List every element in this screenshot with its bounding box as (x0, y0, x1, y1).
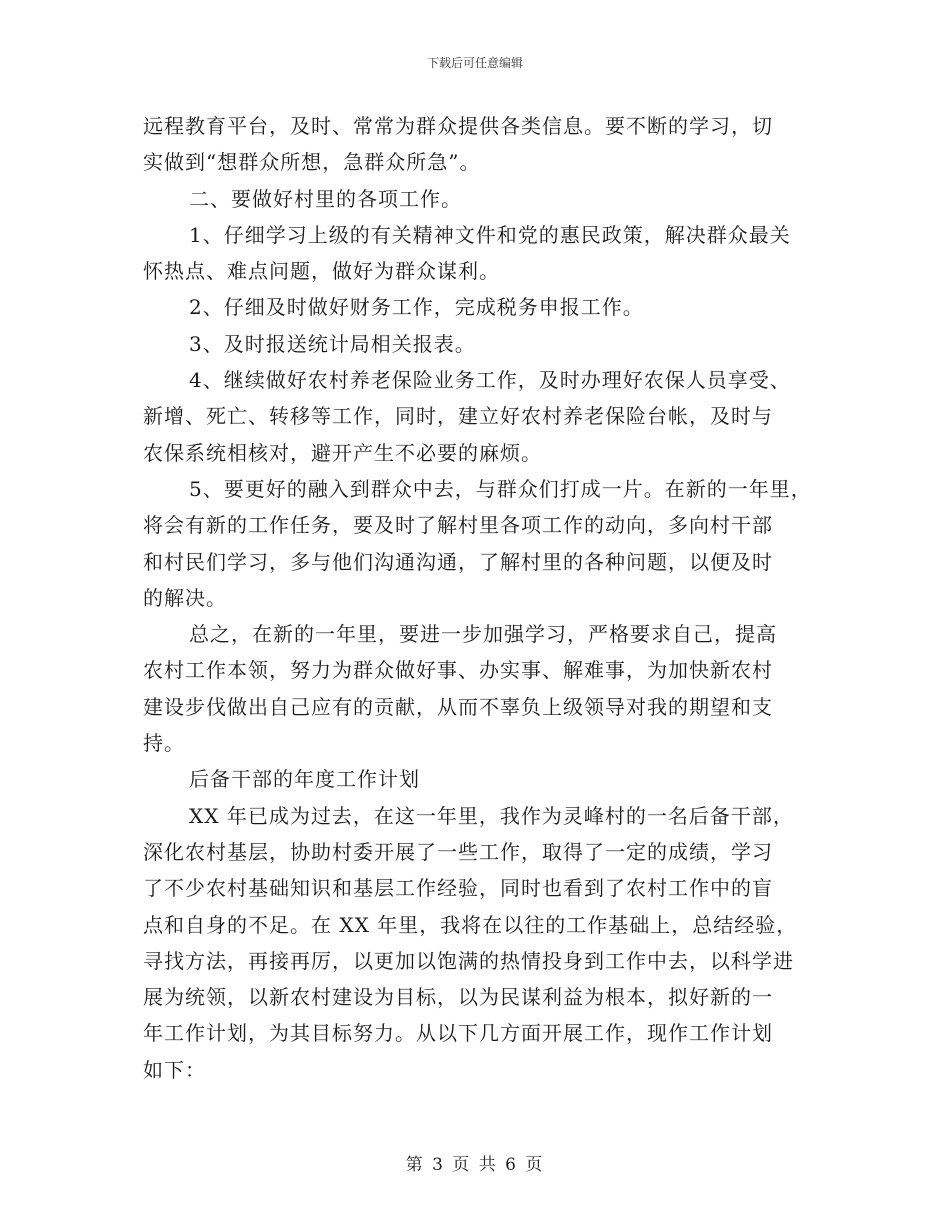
text-line: 深化农村基层，协助村委开展了一些工作，取得了一定的成绩，学习 (143, 839, 773, 864)
text-line: 二、要做好村里的各项工作。 (189, 186, 462, 211)
text-line: 持。 (143, 731, 185, 756)
text-line: 5、要更好的融入到群众中去，与群众们打成一片。在新的一年里， (189, 476, 812, 501)
text-line: 点和自身的不足。在 XX 年里，我将在以往的工作基础上，总结经验， (143, 912, 798, 937)
text-line: 年工作计划，为其目标努力。从以下几方面开展工作，现作工作计划 (143, 1021, 773, 1046)
text-line: 的解决。 (143, 585, 227, 610)
text-line: 新增、死亡、转移等工作，同时，建立好农村养老保险台帐，及时与 (143, 404, 773, 429)
text-line: 展为统领，以新农村建设为目标，以为民谋利益为根本，拟好新的一 (143, 985, 773, 1010)
text-line: 农村工作本领，努力为群众做好事、办实事、解难事，为加快新农村 (143, 658, 773, 683)
text-line: 将会有新的工作任务，要及时了解村里各项工作的动向，多向村干部 (143, 513, 773, 538)
text-line: 总之，在新的一年里，要进一步加强学习，严格要求自己，提高 (189, 622, 777, 647)
text-line: XX 年已成为过去，在这一年里，我作为灵峰村的一名后备干部， (189, 803, 794, 828)
document-body (143, 108, 833, 1088)
text-line: 和村民们学习，多与他们沟通沟通，了解村里的各种问题，以便及时 (143, 549, 773, 574)
text-line: 远程教育平台，及时、常常为群众提供各类信息。要不断的学习，切 (143, 114, 773, 138)
text-line: 实做到“想群众所想，急群众所急”。 (143, 150, 481, 175)
text-line: 如下： (143, 1057, 206, 1082)
text-line: 了不少农村基础知识和基层工作经验，同时也看到了农村工作中的盲 (143, 876, 773, 901)
page-header: 下载后可任意编辑 (426, 56, 523, 70)
text-line: 建设步伐做出自己应有的贡献，从而不辜负上级领导对我的期望和支 (143, 694, 773, 719)
text-line: 2、仔细及时做好财务工作，完成税务申报工作。 (189, 295, 644, 320)
text-line: 寻找方法，再接再厉，以更加以饱满的热情投身到工作中去，以科学进 (143, 948, 794, 973)
text-line: 怀热点、难点问题，做好为群众谋利。 (143, 259, 500, 284)
text-line: 4、继续做好农村养老保险业务工作，及时办理好农保人员享受、 (189, 368, 791, 393)
page-footer: 第 3 页 共 6 页 (405, 1155, 545, 1175)
text-line: 3、及时报送统计局相关报表。 (189, 331, 476, 356)
text-line: 1、仔细学习上级的有关精神文件和党的惠民政策，解决群众最关 (189, 222, 791, 247)
text-line: 后备干部的年度工作计划 (189, 767, 420, 792)
text-line: 农保系统相核对，避开产生不必要的麻烦。 (143, 440, 542, 465)
